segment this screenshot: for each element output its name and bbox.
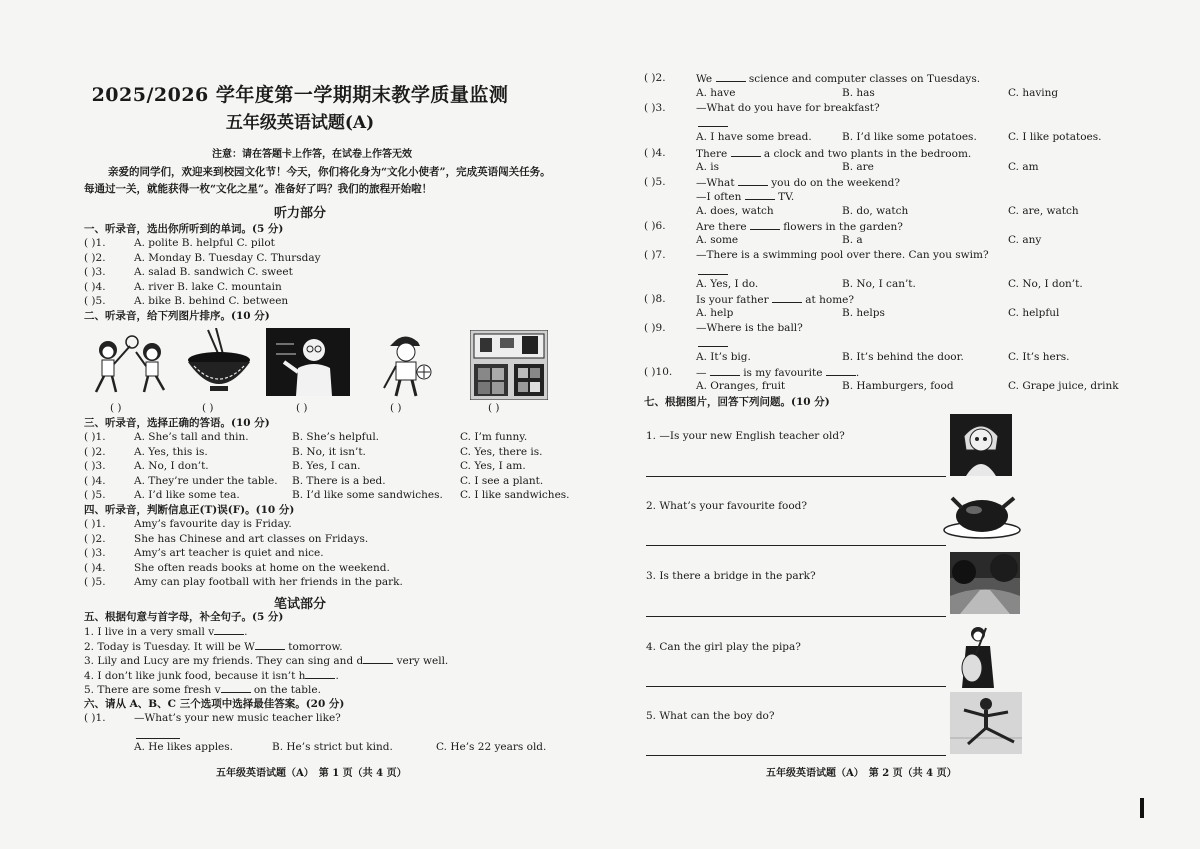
picture-question-2: 2. What’s your favourite food? <box>646 500 808 512</box>
section-5-item-5-blank[interactable] <box>221 683 251 693</box>
question-6-5-option-c: C. are, watch <box>1008 205 1079 217</box>
section-5-item-5-before: 5. There are some fresh v <box>84 684 221 696</box>
section-3-item-3-number[interactable]: ( )3. <box>84 460 106 472</box>
section-5-item-2-before: 2. Today is Tuesday. It will be W <box>84 640 255 653</box>
question-6-2-option-b: B. has <box>842 87 875 99</box>
section-3-item-1-option-c: C. I’m funny. <box>460 431 528 443</box>
question-6-7-option-c: C. No, I don’t. <box>1008 278 1083 290</box>
question-6-2-text-before: We <box>696 73 713 85</box>
question-6-7-text: —There is a swimming pool over there. Can you swim? <box>696 249 989 261</box>
teacher-portrait-picture <box>950 414 1012 476</box>
intro-line-2: 每通过一关，就能获得一枚“文化之星”。准备好了吗？我们的旅程开始啦！ <box>84 183 433 195</box>
question-6-5-number[interactable]: ( )5. <box>644 176 666 188</box>
question-6-5-line2-after: TV. <box>778 191 795 203</box>
section-3-item-5-option-a: A. I’d like some tea. <box>134 489 240 501</box>
question-6-9-option-b: B. It’s behind the door. <box>842 351 964 363</box>
question-6-5-blank[interactable] <box>738 176 768 186</box>
question-6-5-text <box>696 176 900 190</box>
question-6-7-answer-line[interactable] <box>698 274 728 275</box>
section-3-item-4-option-b: B. There is a bed. <box>292 474 386 487</box>
question-6-1-option-c: C. He’s 22 years old. <box>436 741 547 753</box>
section-5-item-4 <box>84 669 339 683</box>
question-6-10-text-after: is my favourite <box>743 367 823 379</box>
question-6-1-option-b: B. He’s strict but kind. <box>272 741 393 753</box>
picture-question-4: 4. Can the girl play the pipa? <box>646 641 801 653</box>
question-6-7-option-b: B. No, I can’t. <box>842 278 916 290</box>
section-3-item-5-option-c: C. I like sandwiches. <box>460 489 570 501</box>
question-6-2-option-a: A. have <box>696 87 736 99</box>
question-6-10-blank-2[interactable] <box>826 366 856 376</box>
section-5-item-3 <box>84 654 448 668</box>
kids-basketball-picture <box>86 330 174 400</box>
section-4-item-4-text: She often reads books at home on the weekend. <box>134 561 390 574</box>
noodle-bowl-picture <box>186 328 252 394</box>
order-blank-3[interactable]: ( ) <box>296 402 308 414</box>
section-4-item-3-text: Amy’s art teacher is quiet and nice. <box>134 547 324 559</box>
question-6-9-text: —Where is the ball? <box>696 322 803 334</box>
section-3-item-2-option-c: C. Yes, there is. <box>460 445 543 458</box>
question-6-7-number[interactable]: ( )7. <box>644 249 666 261</box>
order-blank-2[interactable]: ( ) <box>202 402 214 414</box>
writing-heading: 笔试部分 <box>273 597 326 612</box>
section-4-item-3-number[interactable]: ( )3. <box>84 547 106 559</box>
question-6-6-option-b: B. a <box>842 234 863 246</box>
picture-question-5: 5. What can the boy do? <box>646 710 775 722</box>
section-5-item-1-blank[interactable] <box>214 625 244 635</box>
section-1-item-4-number[interactable]: ( )4. <box>84 280 106 293</box>
girl-pipa-picture <box>952 624 998 690</box>
teacher-blackboard-picture <box>266 328 350 396</box>
edge-mark <box>1140 798 1144 818</box>
boy-kungfu-picture <box>950 692 1022 754</box>
answer-line-5[interactable] <box>646 755 946 756</box>
section-5-item-5 <box>84 683 321 697</box>
question-6-4-option-c: C. am <box>1008 161 1039 173</box>
question-6-7-option-a: A. Yes, I do. <box>696 278 759 290</box>
notice: 注意：请在答题卡上作答，在试卷上作答无效 <box>212 149 412 160</box>
question-6-5-text-line-2 <box>696 190 794 204</box>
question-6-6-text <box>696 220 903 234</box>
exam-subtitle: 五年级英语试题(A) <box>225 113 375 133</box>
question-6-8-option-a: A. help <box>696 307 734 319</box>
question-6-10-number[interactable]: ( )10. <box>644 366 673 378</box>
question-6-6-option-a: A. some <box>696 234 739 246</box>
section-3-item-4-number[interactable]: ( )4. <box>84 474 106 487</box>
section-3-item-2-number[interactable]: ( )2. <box>84 445 106 458</box>
section-1-item-1-number[interactable]: ( )1. <box>84 237 106 249</box>
exam-page-2 <box>600 0 1200 849</box>
section-4-item-2-number[interactable]: ( )2. <box>84 532 106 545</box>
picture-question-3: 3. Is there a bridge in the park? <box>646 570 816 582</box>
section-5-item-4-before: 4. I don’t like junk food, because it isn’t h <box>84 669 306 682</box>
question-6-6-number[interactable]: ( )6. <box>644 220 666 232</box>
question-6-5-blank-2[interactable] <box>745 190 775 200</box>
page-2-footer: 五年级英语试题（A） 第 2 页（共 4 页） <box>766 768 957 779</box>
question-6-6-blank[interactable] <box>750 220 780 230</box>
exam-title: 2025/2026 学年度第一学期期末教学质量监测 <box>91 84 509 106</box>
section-4-item-2-text: She has Chinese and art classes on Fridays. <box>134 532 369 545</box>
question-6-3-number[interactable]: ( )3. <box>644 102 666 114</box>
section-4-item-4-number[interactable]: ( )4. <box>84 561 106 574</box>
section-5-item-1-after: . <box>244 626 248 638</box>
question-6-3-option-b: B. I’d like some potatoes. <box>842 131 977 143</box>
question-6-4-text <box>696 147 971 161</box>
section-3-item-2-option-b: B. No, it isn’t. <box>292 445 366 458</box>
section-1-item-1-options: A. polite B. helpful C. pilot <box>134 237 275 249</box>
question-6-1-answer-line[interactable] <box>136 738 180 739</box>
question-6-4-option-a: A. is <box>696 161 720 173</box>
question-6-2-text-after: science and computer classes on Tuesdays. <box>748 73 981 85</box>
section-3-heading: 三、听录音，选择正确的答语。(10 分) <box>84 417 270 429</box>
section-3-item-3-option-b: B. Yes, I can. <box>292 460 361 472</box>
question-6-4-blank[interactable] <box>731 147 761 157</box>
question-6-6-text-before: Are there <box>696 221 747 233</box>
question-6-4-text-after: a clock and two plants in the bedroom. <box>763 148 972 160</box>
section-3-item-4-option-a: A. They’re under the table. <box>134 474 278 487</box>
answer-line-1[interactable] <box>646 476 946 477</box>
section-1-item-3-number[interactable]: ( )3. <box>84 266 106 278</box>
section-5-item-5-after: on the table. <box>250 684 321 696</box>
page-1-footer: 五年级英语试题（A） 第 1 页（共 4 页） <box>216 768 407 779</box>
question-6-2-blank[interactable] <box>716 72 746 82</box>
section-5-heading: 五、根据句意与首字母，补全句子。(5 分) <box>84 611 284 623</box>
section-6-heading: 六、请从 A、B、C 三个选项中选择最佳答案。(20 分) <box>84 698 345 710</box>
section-5-item-1-before: 1. I live in a very small v <box>84 626 215 638</box>
section-1-item-2-number[interactable]: ( )2. <box>84 251 106 264</box>
question-6-3-option-c: C. I like potatoes. <box>1008 131 1102 143</box>
question-6-8-blank[interactable] <box>772 293 802 303</box>
section-4-heading: 四、听录音，判断信息正(T)误(F)。(10 分) <box>84 504 295 516</box>
section-3-item-4-option-c: C. I see a plant. <box>460 474 544 487</box>
listening-heading: 听力部分 <box>273 206 326 221</box>
question-6-10-text <box>696 366 859 380</box>
question-6-6-text-after: flowers in the garden? <box>783 221 903 233</box>
section-3-item-5-number[interactable]: ( )5. <box>84 489 106 501</box>
section-5-item-2-after: tomorrow. <box>284 640 343 653</box>
section-1-item-2-options: A. Monday B. Tuesday C. Thursday <box>134 251 321 264</box>
question-6-9-answer-line[interactable] <box>698 346 728 347</box>
section-5-item-2 <box>84 640 343 654</box>
section-1-item-4-options: A. river B. lake C. mountain <box>134 280 282 293</box>
answer-line-4[interactable] <box>646 686 946 687</box>
question-6-8-number[interactable]: ( )8. <box>644 293 666 305</box>
question-6-3-answer-line[interactable] <box>698 126 728 127</box>
section-5-item-2-blank[interactable] <box>255 640 285 650</box>
question-6-1-option-a: A. He likes apples. <box>134 741 233 753</box>
question-6-4-text-before: There <box>696 148 728 160</box>
question-6-8-option-c: C. helpful <box>1008 307 1060 319</box>
order-blank-1[interactable]: ( ) <box>110 402 122 414</box>
section-5-item-3-before: 3. Lily and Lucy are my friends. They can sing and d <box>84 655 364 667</box>
section-5-item-4-after: . <box>335 669 339 682</box>
section-3-item-3-option-a: A. No, I don’t. <box>134 460 209 472</box>
question-6-2-option-c: C. having <box>1008 87 1059 99</box>
question-6-8-option-b: B. helps <box>842 307 885 319</box>
section-5-item-3-after: very well. <box>393 655 449 667</box>
question-6-2-text <box>696 72 980 86</box>
question-6-9-number[interactable]: ( )9. <box>644 322 666 334</box>
question-6-5-option-b: B. do, watch <box>842 205 909 217</box>
section-2-heading: 二、听录音，给下列图片排序。(10 分) <box>84 310 270 322</box>
question-6-5-text-after: you do on the weekend? <box>771 177 901 189</box>
question-6-5-text-before: —What <box>696 177 735 189</box>
section-1-item-5-number[interactable]: ( )5. <box>84 295 106 307</box>
section-4-item-1-text: Amy’s favourite day is Friday. <box>134 518 292 530</box>
question-6-3-text: —What do you have for breakfast? <box>696 102 880 114</box>
bedroom-picture <box>470 330 548 400</box>
section-4-item-5-text: Amy can play football with her friends in the park. <box>134 576 403 588</box>
section-1-item-3-options: A. salad B. sandwich C. sweet <box>134 266 293 278</box>
roast-turkey-picture <box>942 488 1022 540</box>
question-6-8-text <box>696 293 854 307</box>
section-3-item-2-option-a: A. Yes, this is. <box>134 445 208 458</box>
section-3-item-5-option-b: B. I’d like some sandwiches. <box>292 489 443 501</box>
section-3-item-1-option-b: B. She’s helpful. <box>292 431 380 443</box>
order-blank-5[interactable]: ( ) <box>488 402 500 414</box>
question-6-5-line2-before: —I often <box>696 191 742 203</box>
question-6-2-number[interactable]: ( )2. <box>644 72 666 84</box>
section-1-heading: 一、听录音，选出你所听到的单词。(5 分) <box>84 223 284 235</box>
answer-line-2[interactable] <box>646 545 946 546</box>
question-6-10-text-tail: . <box>855 367 860 379</box>
section-3-item-3-option-c: C. Yes, I am. <box>460 460 526 472</box>
question-6-4-number[interactable]: ( )4. <box>644 147 666 159</box>
question-6-10-option-c: C. Grape juice, drink <box>1008 380 1119 392</box>
section-7-heading: 七、根据图片，回答下列问题。(10 分) <box>644 396 830 408</box>
section-3-item-1-number[interactable]: ( )1. <box>84 431 106 443</box>
question-6-8-text-after: at home? <box>805 294 854 306</box>
question-6-4-option-b: B. are <box>842 161 874 173</box>
section-4-item-1-number[interactable]: ( )1. <box>84 518 106 530</box>
section-3-item-1-option-a: A. She’s tall and thin. <box>134 431 249 443</box>
question-6-1-number[interactable]: ( )1. <box>84 712 106 724</box>
section-4-item-5-number[interactable]: ( )5. <box>84 576 106 588</box>
question-6-9-option-a: A. It’s big. <box>696 351 751 363</box>
question-6-1-text: —What’s your new music teacher like? <box>134 712 341 724</box>
question-6-9-option-c: C. It’s hers. <box>1008 351 1070 363</box>
intro-line-1: 亲爱的同学们，欢迎来到校园文化节！今天，你们将化身为“文化小使者”，完成英语闯关任务。 <box>108 166 551 178</box>
question-6-10-blank[interactable] <box>710 366 740 376</box>
section-1-item-5-options: A. bike B. behind C. between <box>134 295 289 307</box>
answer-line-3[interactable] <box>646 616 946 617</box>
boy-sports-picture <box>376 330 438 398</box>
order-blank-4[interactable]: ( ) <box>390 402 402 414</box>
question-6-10-text-before: — <box>696 367 707 379</box>
question-6-10-option-a: A. Oranges, fruit <box>696 380 786 392</box>
question-6-5-option-a: A. does, watch <box>696 205 774 217</box>
question-6-6-option-c: C. any <box>1008 234 1042 246</box>
question-6-3-option-a: A. I have some bread. <box>696 131 812 143</box>
question-6-8-text-before: Is your father <box>696 294 769 306</box>
section-5-item-3-blank[interactable] <box>363 654 393 664</box>
park-picture <box>950 552 1020 614</box>
question-6-10-option-b: B. Hamburgers, food <box>842 380 954 392</box>
picture-question-1: 1. —Is your new English teacher old? <box>646 430 845 442</box>
section-5-item-1 <box>84 625 247 639</box>
section-5-item-4-blank[interactable] <box>305 669 335 679</box>
